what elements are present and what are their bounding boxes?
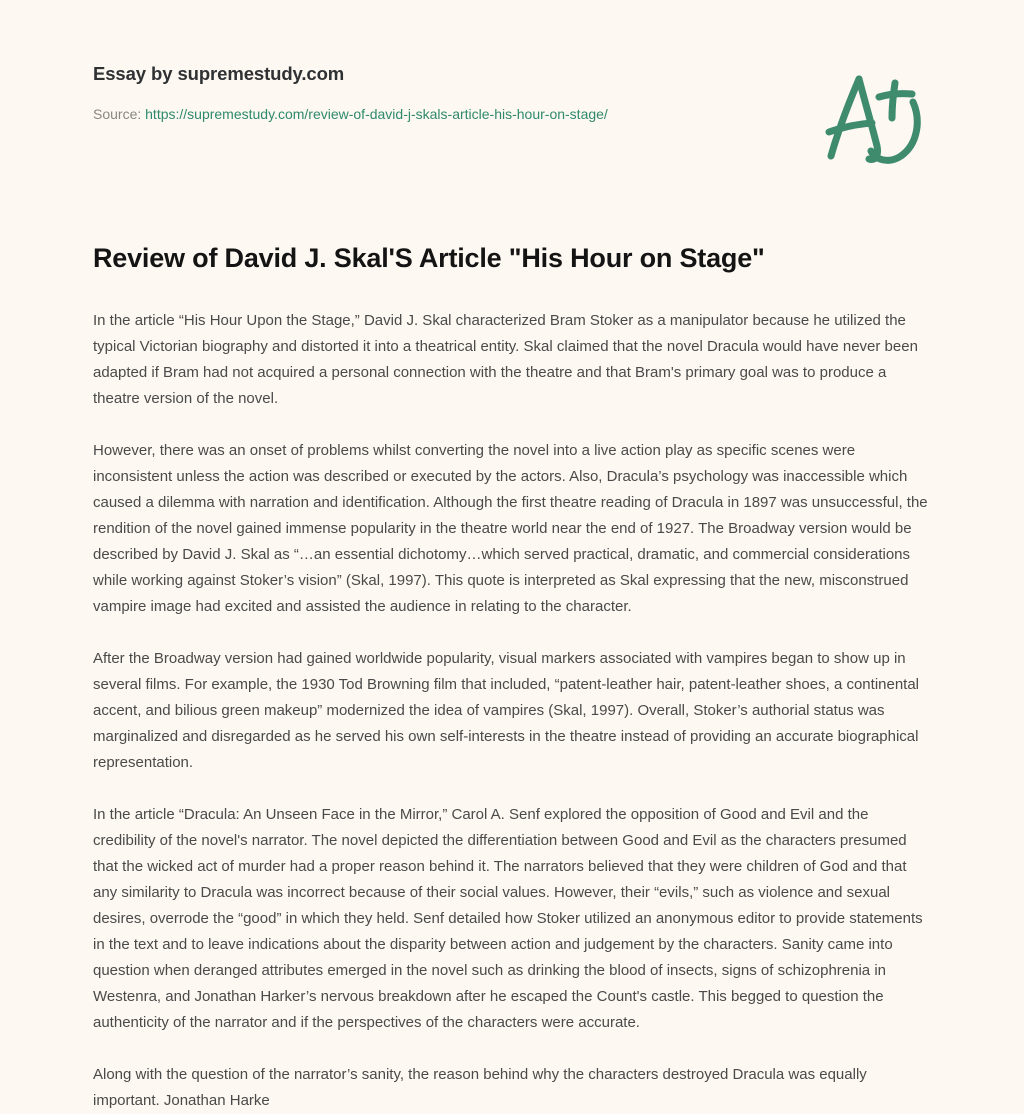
paragraph: After the Broadway version had gained worldwide popularity, visual markers associated with vampires began to show up in several films. For example, the 1930 Tod Browning film that included, “patent-leather hair, patent-leather shoes, a continental accent, and bilious green makeup” modernized the idea of vampires (Skal, 1997). Overall, Stoker’s authorial status was marginalized and disregarded as he served his own self-interests in the theatre instead of providing an accurate biographical representation. xyxy=(93,650,920,772)
paragraph: In the article “His Hour Upon the Stage,” David J. Skal characterized Bram Stoker as a manipulator because he utilized the typical Victorian biography and distorted it into a theatrical entity. Skal claimed that the novel Dracula would have never been adapted if Bram had not acquired a personal connection with the theatre and that Bram's primary goal was to produce a theatre version of the novel. xyxy=(93,312,918,408)
article-body xyxy=(93,308,933,1114)
source-line xyxy=(93,105,793,123)
article xyxy=(93,242,933,1114)
paragraph: Along with the question of the narrator’s sanity, the reason behind why the characters destroyed Dracula was equally important. Jonathan Harke xyxy=(93,1066,867,1110)
source-label: Source: xyxy=(93,106,142,123)
essay-byline: Essay by supremestudy.com xyxy=(93,63,345,84)
paragraph: In the article “Dracula: An Unseen Face in the Mirror,” Carol A. Senf explored the opposition of Good and Evil and the credibility of the novel's narrator. The novel depicted the differentiation between Good and Evil as the characters presumed that the wicked act of murder had a proper reason behind it. The narrators believed that they were children of God and that any similarity to Dracula was incorrect because of their social values. However, their “evils,” such as violence and sexual desires, overrode the “good” in which they held. Senf detailed how Stoker utilized an anonymous editor to provide statements in the text and to leave indications about the disparity between action and judgement by the characters. Sanity came into question when deranged attributes emerged in the novel such as drinking the blood of insects, signs of schizophrenia in Westenra, and Jonathan Harker’s nervous breakdown after he escaped the Count's castle. This begged to question the authenticity of the narrator and if the perspectives of the characters were accurate. xyxy=(93,806,923,1032)
page-title: Review of David J. Skal'S Article "His Hour on Stage" xyxy=(93,243,765,273)
aplus-logo-icon xyxy=(817,66,937,171)
source-url-link[interactable]: https://supremestudy.com/review-of-david-j-skals-article-his-hour-on-stage/ xyxy=(145,106,608,123)
page-header xyxy=(93,62,931,172)
header-text-block xyxy=(93,62,793,123)
aplus-logo[interactable] xyxy=(817,66,937,171)
paragraph: However, there was an onset of problems whilst converting the novel into a live action play as specific scenes were inconsistent unless the action was described or executed by the actors. Also, Dracula’s psychology was inaccessible which caused a dilemma with narration and identification. Although the first theatre reading of Dracula in 1897 was unsuccessful, the rendition of the novel gained immense popularity in the theatre world near the end of 1927. The Broadway version would be described by David J. Skal as “…an essential dichotomy…which served practical, dramatic, and commercial considerations while working against Stoker’s vision” (Skal, 1997). This quote is interpreted as Skal expressing that the new, misconstrued vampire image had excited and assisted the audience in relating to the character. xyxy=(93,442,928,616)
